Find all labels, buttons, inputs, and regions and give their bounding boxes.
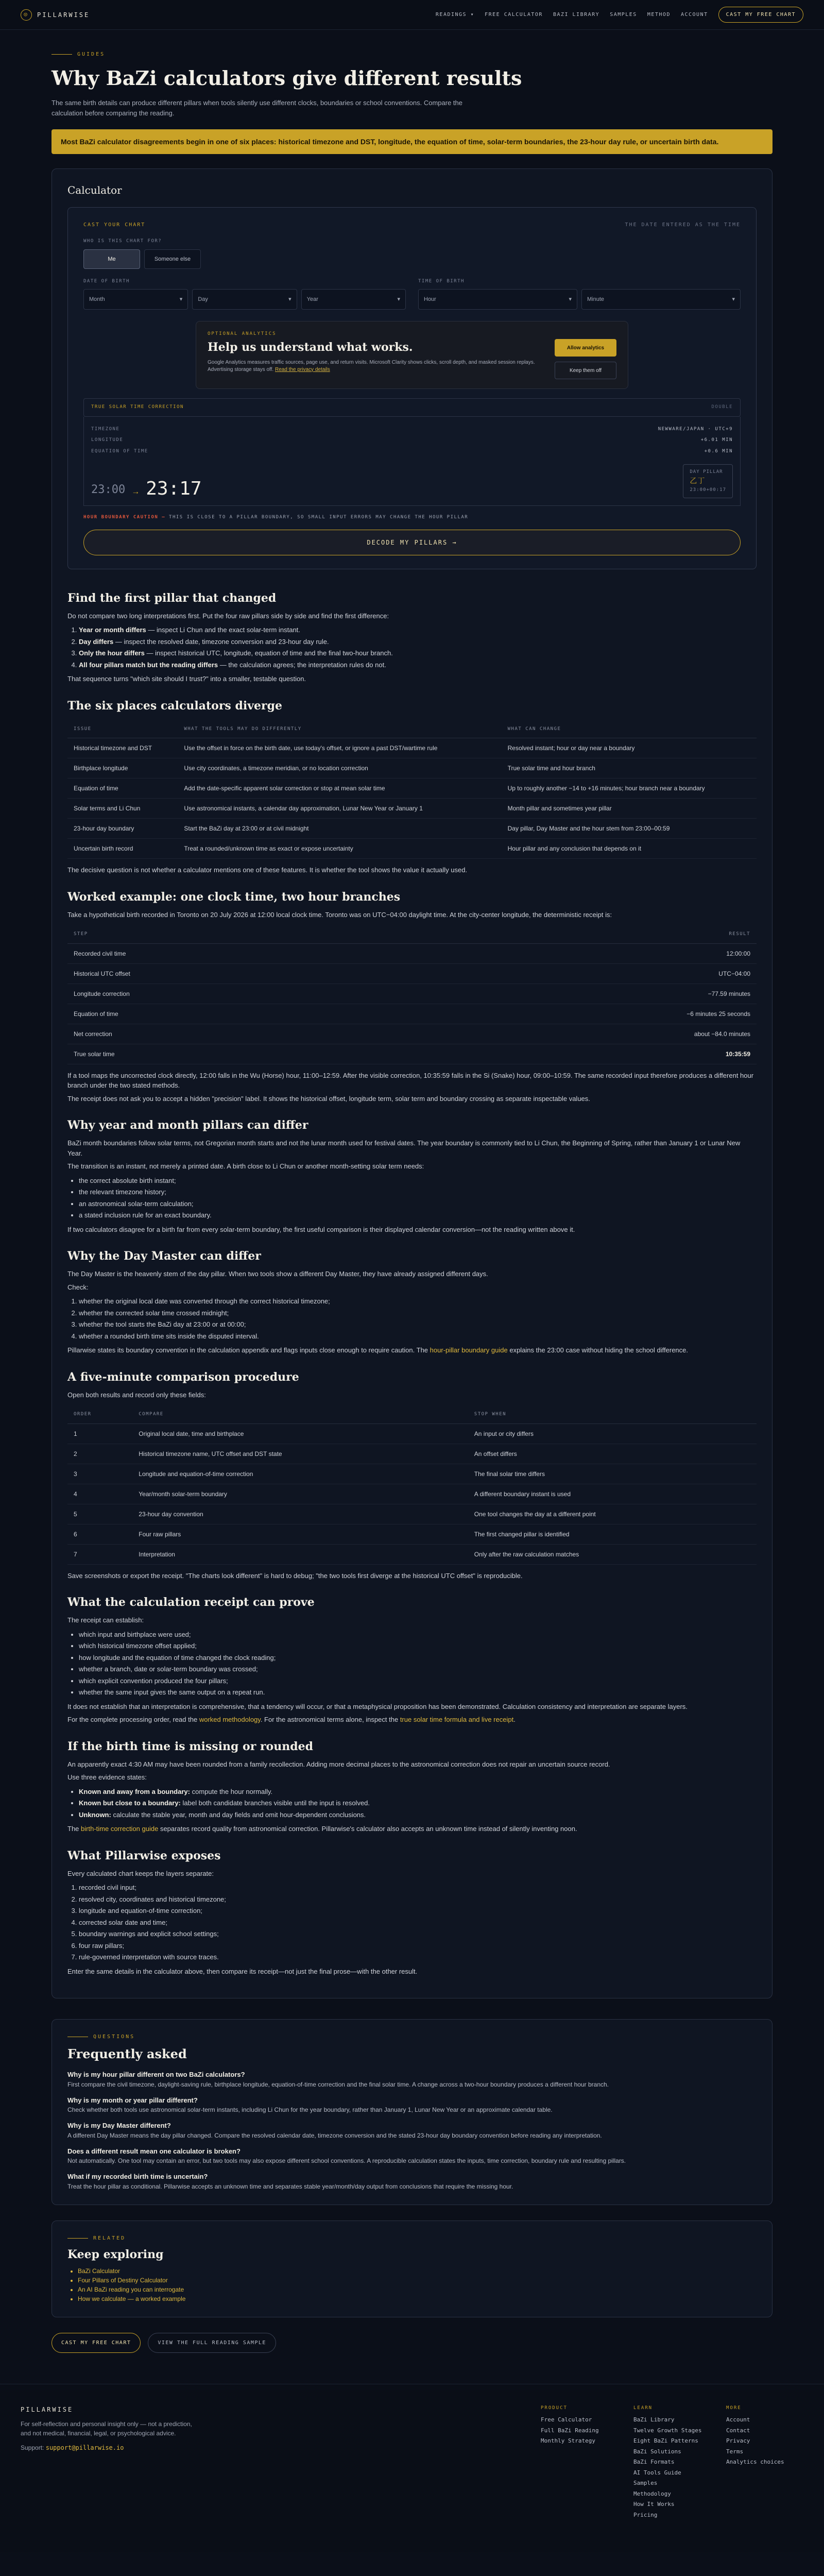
calculator-form bbox=[67, 207, 757, 569]
solar-time: 23:17 bbox=[146, 478, 202, 500]
related-section bbox=[52, 2221, 772, 2317]
list-item: 5. boundary warnings and explicit school settings; bbox=[79, 1929, 757, 1939]
section-heading: The six places calculators diverge bbox=[67, 699, 282, 713]
footer-link[interactable]: Full BaZi Reading bbox=[541, 2427, 599, 2434]
section-heading: If the birth time is missing or rounded bbox=[67, 1739, 313, 1753]
footer-link[interactable]: BaZi Solutions bbox=[633, 2448, 681, 2455]
boundary-warning: HOUR BOUNDARY CAUTION — THIS IS CLOSE TO A PILLAR BOUNDARY, SO SMALL INPUT ERRORS MAY CHANGE THE HOUR PILLAR bbox=[83, 515, 469, 520]
list-item: 2. resolved city, coordinates and historical timezone; bbox=[79, 1894, 757, 1905]
paragraph: Take a hypothetical birth recorded in Toronto on 20 July 2026 at 12:00 local clock time. Toronto was on UTC−04:00 daylight time. At the city-center longitude, the deterministic receipt is: bbox=[67, 910, 612, 919]
nav-cta-button[interactable]: CAST MY FREE CHART bbox=[718, 7, 803, 23]
toggle-someone-else[interactable]: Someone else bbox=[144, 249, 201, 269]
footer-link[interactable]: Account bbox=[726, 2416, 750, 2424]
consent-title: Help us understand what works. bbox=[208, 340, 413, 354]
brand-logo[interactable] bbox=[21, 9, 90, 21]
related-link[interactable]: BaZi Calculator bbox=[78, 2267, 121, 2275]
table-row: 7 Interpretation Only after the raw calculation matches bbox=[67, 1544, 757, 1564]
cast-chart-button[interactable]: CAST MY FREE CHART bbox=[52, 2333, 141, 2353]
paragraph: BaZi month boundaries follow solar terms, not Gregorian month starts and not the lunar month used for festival dates. The year boundary is commonly tied to Li Chun, the Beginning of Spring, rather than January 1 or Lunar New Year. bbox=[67, 1139, 741, 1157]
allow-analytics-button[interactable]: Allow analytics bbox=[555, 339, 616, 357]
numbered-list bbox=[79, 1296, 757, 1341]
chevron-down-icon: ▾ bbox=[288, 296, 291, 303]
faq-kicker: QUESTIONS bbox=[67, 2033, 757, 2041]
day-pillar-badge: DAY PILLAR 乙丁 23:00+00:17 bbox=[683, 464, 733, 498]
brand-name: PILLARWISE bbox=[37, 11, 90, 19]
bullet-list bbox=[79, 1176, 757, 1221]
related-link[interactable]: Four Pillars of Destiny Calculator bbox=[78, 2276, 168, 2284]
list-item: 1. recorded civil input; bbox=[79, 1883, 757, 1893]
consent-kicker: OPTIONAL ANALYTICS bbox=[208, 331, 277, 337]
solar-formula-link[interactable]: true solar time formula and live receipt bbox=[400, 1716, 514, 1724]
divergence-table: ISSUE WHAT THE TOOLS MAY DO DIFFERENTLY WHAT CAN CHANGE Historical timezone and DST Use the offset in force on the birth date, use today's offset, or ignore a past DST/wartime rule Resolved instant; hour or day near a boundary Birthplace longitude Use city coordinates, a timezone meridian, or no location correction True solar time and hour branch Equation of time Add the date-specific apparent solar correction or stop at mean solar time Up to roughly another −14 to +16 minutes; hour branch near a boundary Solar terms and Li Chun Use astronomical instants, a calendar day approximation, Lunar New Year or January 1 Month pillar and sometimes year pillar 23-hour day boundary Start the BaZi day at 23:00 or at civil midnight Day pillar, Day Master and the hour stem from 23:00–00:59 Uncertain birth record Treat a rounded/unknown time as exact or expose uncertainty Hour pillar and any conclusion that depends on it bbox=[67, 721, 757, 859]
footer-disclaimer: For self-reflection and personal insight only — not a prediction, and not medical, financial, legal, or psychological advice. bbox=[21, 2420, 192, 2437]
top-nav bbox=[0, 0, 824, 30]
section-heading: What the calculation receipt can prove bbox=[67, 1596, 315, 1609]
chevron-down-icon: ▾ bbox=[397, 296, 400, 303]
table-row: Longitude correction −77.59 minutes bbox=[67, 984, 757, 1004]
paragraph: The decisive question is not whether a calculator mentions one of these features. It is whether the tool shows the value it actually used. bbox=[67, 866, 468, 874]
footer-link[interactable]: AI Tools Guide bbox=[633, 2469, 681, 2476]
table-row: Equation of time −6 minutes 25 seconds bbox=[67, 1004, 757, 1024]
list-item: • Known and away from a boundary: compute the hour normally. bbox=[79, 1787, 757, 1797]
list-item: • Unknown: calculate the stable year, month and day fields and omit hour-dependent conclusions. bbox=[79, 1810, 757, 1820]
kicker-label: GUIDES bbox=[77, 52, 106, 57]
footer-link[interactable]: BaZi Formats bbox=[633, 2459, 675, 2466]
footer-link[interactable]: Eight BaZi Patterns bbox=[633, 2437, 698, 2445]
related-link[interactable]: How we calculate — a worked example bbox=[78, 2295, 186, 2302]
kicker bbox=[52, 50, 772, 58]
table-row: Solar terms and Li Chun Use astronomical instants, a calendar day approximation, Lunar New Year or January 1 Month pillar and sometimes year pillar bbox=[67, 799, 757, 819]
nav-samples[interactable]: SAMPLES bbox=[610, 12, 637, 18]
list-item: 3. whether the tool starts the BaZi day at 23:00 or at 00:00; bbox=[79, 1319, 757, 1330]
footer-link[interactable]: Free Calculator bbox=[541, 2416, 592, 2424]
faq-item: Why is my hour pillar different on two BaZi calculators? First compare the civil timezone, daylight-saving rule, birthplace longitude, equation-of-time correction and the final solar time. A change across a two-hour boundary produces a different hour branch. bbox=[67, 2071, 609, 2088]
solar-correction-body bbox=[83, 417, 741, 506]
footer-link[interactable]: Methodology bbox=[633, 2490, 671, 2497]
footer-col-more: MORE Account Contact Privacy Terms Analytics choices bbox=[726, 2405, 803, 2522]
nav-account[interactable]: ACCOUNT bbox=[680, 12, 708, 18]
chevron-down-icon: ▾ bbox=[732, 296, 735, 303]
footer-link[interactable]: Pricing bbox=[633, 2511, 658, 2518]
footer-col-learn: LEARN BaZi Library Twelve Growth Stages Eight BaZi Patterns BaZi Solutions BaZi Formats AI Tools Guide Samples Methodology How It Works Pricing bbox=[633, 2405, 711, 2522]
list-item: • Known but close to a boundary: label both candidate branches visible until the input is resolved. bbox=[79, 1798, 757, 1808]
table-row: Uncertain birth record Treat a rounded/unknown time as exact or expose uncertainty Hour pillar and any conclusion that depends on it bbox=[67, 839, 757, 859]
footer-link[interactable]: Privacy bbox=[726, 2437, 750, 2445]
faq-item: What if my recorded birth time is uncertain? Treat the hour pillar as conditional. Pillarwise accepts an unknown time and separates stable year/month/day output from conclusions that require the missing hour. bbox=[67, 2173, 513, 2190]
section-heading: Worked example: one clock time, two hour branches bbox=[67, 890, 401, 904]
paragraph: It does not establish that an interpretation is comprehensive, that a tendency will occur, or that a metaphysical proposition has been demonstrated. Calculation consistency and interpretation are separate layers. bbox=[67, 1702, 688, 1710]
first-pillar-list bbox=[79, 625, 757, 670]
procedure-table: ORDER COMPARE STOP WHEN 1 Original local date, time and birthplace An input or city differs 2 Historical timezone name, UTC offset and DST state An offset differs 3 Longitude and equation-of-time correction The final solar time differs 4 Year/month solar-term boundary A different boundary instant is used 5 23-hour day convention One tool changes the day at a different point 6 Four raw pillars The first changed pillar is identified 7 Interpretation Only after the raw calculation matches bbox=[67, 1406, 757, 1565]
tob-minute-select[interactable]: Minute ▾ bbox=[581, 289, 741, 310]
privacy-link[interactable]: Read the privacy details bbox=[275, 366, 330, 372]
section-heading: Why year and month pillars can differ bbox=[67, 1118, 308, 1132]
section-heading: A five-minute comparison procedure bbox=[67, 1370, 299, 1384]
logo-mark-icon: ◎ bbox=[21, 9, 32, 21]
related-kicker: RELATED bbox=[67, 2234, 757, 2242]
paragraph: Do not compare two long interpretations first. Put the four raw pillars side by side and find the first difference: bbox=[67, 612, 389, 620]
calculator-panel bbox=[52, 168, 772, 1998]
nav-free-calculator[interactable]: FREE CALCULATOR bbox=[485, 12, 543, 18]
chevron-down-icon: ▾ bbox=[179, 296, 183, 303]
footer-brand: PILLARWISE bbox=[21, 2405, 74, 2413]
list-item: 4. corrected solar date and time; bbox=[79, 1918, 757, 1928]
chevron-down-icon: ▾ bbox=[569, 296, 572, 303]
footer-link[interactable]: Analytics choices bbox=[726, 2459, 784, 2466]
site-footer bbox=[0, 2384, 824, 2553]
paragraph: That sequence turns "which site should I trust?" into a smaller, testable question. bbox=[67, 675, 306, 683]
footer-link[interactable]: Terms bbox=[726, 2448, 744, 2455]
faq-item: Does a different result mean one calculator is broken? Not automatically. One tool may contain an error, but two tools may also expose different school conventions. A reproducible calculation states the inputs, time correction, boundary rule and resulting pillars. bbox=[67, 2147, 626, 2165]
dob-label: DATE OF BIRTH bbox=[83, 278, 130, 284]
faq-item: Why is my month or year pillar different? Check whether both tools use astronomical solar-term instants, including Li Chun for the year boundary, rather than January 1, Lunar New Year or an approximate calendar table. bbox=[67, 2096, 553, 2114]
paragraph: Every calculated chart keeps the layers separate: bbox=[67, 1869, 214, 1877]
footer-col-product: PRODUCT Free Calculator Full BaZi Reading Monthly Strategy bbox=[541, 2405, 618, 2522]
table-row: True solar time 10:35:59 bbox=[67, 1044, 757, 1064]
tob-label: TIME OF BIRTH bbox=[418, 278, 465, 284]
table-row: Historical timezone and DST Use the offset in force on the birth date, use today's offset, or ignore a past DST/wartime rule Resolved instant; hour or day near a boundary bbox=[67, 738, 757, 758]
list-item: • how longitude and the equation of time changed the clock reading; bbox=[79, 1653, 757, 1663]
nav-readings[interactable]: READINGS ▾ bbox=[435, 12, 475, 18]
calc-heading: CAST YOUR CHART bbox=[83, 222, 146, 228]
paragraph: If a tool maps the uncorrected clock directly, 12:00 falls in the Wu (Horse) hour, 11:00–12:59. After the visible correction, 10:35:59 falls in the Si (Snake) hour, 09:00–10:59. The same recorded input therefore produces a different hour branch under the two stated methods. bbox=[67, 1071, 754, 1090]
chart-for-label: WHO IS THIS CHART FOR? bbox=[83, 239, 162, 244]
list-item: 3. Only the hour differs — inspect historical UTC, longitude, equation of time and the final two-hour branch. bbox=[79, 648, 757, 658]
bullet-list bbox=[79, 1787, 757, 1820]
table-row: Historical UTC offset UTC−04:00 bbox=[67, 963, 757, 984]
paragraph: Pillarwise states its boundary convention in the calculation appendix and flags inputs close enough to require caution. The hour-pillar boundary guide explains the 23:00 case without hiding the school difference. bbox=[67, 1346, 689, 1354]
section-heading: What Pillarwise exposes bbox=[67, 1849, 221, 1862]
main-content bbox=[52, 30, 772, 2353]
list-item: • which input and birthplace were used; bbox=[79, 1630, 757, 1640]
paragraph: The transition is an instant, not merely a printed date. A birth close to Li Chun or another month-setting solar term needs: bbox=[67, 1162, 424, 1171]
dob-year-select[interactable]: Year ▾ bbox=[301, 289, 406, 310]
related-title: Keep exploring bbox=[67, 2247, 164, 2261]
table-row: 4 Year/month solar-term boundary A different boundary instant is used bbox=[67, 1484, 757, 1504]
list-item: • a stated inclusion rule for an exact boundary. bbox=[79, 1210, 757, 1221]
calculator-title: Calculator bbox=[67, 184, 122, 197]
paragraph: An apparently exact 4:30 AM may have been rounded from a family recollection. Adding more decimal places to the astronomical correction does not repair an uncertain source record. bbox=[67, 1760, 610, 1768]
methodology-link[interactable]: worked methodology bbox=[199, 1716, 261, 1724]
table-row: Equation of time Add the date-specific apparent solar correction or stop at mean solar time Up to roughly another −14 to +16 minutes; hour branch near a boundary bbox=[67, 778, 757, 799]
table-row: Recorded civil time 12:00:00 bbox=[67, 943, 757, 963]
nav-method[interactable]: METHOD bbox=[647, 12, 671, 18]
numbered-list bbox=[79, 1883, 757, 1962]
table-row: 6 Four raw pillars The first changed pillar is identified bbox=[67, 1524, 757, 1544]
calc-heading-note: THE DATE ENTERED AS THE TIME bbox=[625, 222, 741, 228]
page-title: Why BaZi calculators give different results bbox=[52, 66, 522, 90]
list-item: • the correct absolute birth instant; bbox=[79, 1176, 757, 1186]
faq-item: Why is my Day Master different? A different Day Master means the day pillar changed. Compare the resolved calendar date, timezone conversion and the stated 23-hour day boundary convention before reading any interpretation. bbox=[67, 2122, 602, 2139]
paragraph: Check: bbox=[67, 1283, 89, 1291]
table-row: Net correction about −84.0 minutes bbox=[67, 1024, 757, 1044]
list-item: • which historical timezone offset applied; bbox=[79, 1641, 757, 1651]
correction-row: EQUATION OF TIME +0.6 MIN bbox=[91, 448, 733, 454]
paragraph: Enter the same details in the calculator above, then compare its receipt—not just the final prose—with the other result. bbox=[67, 1967, 418, 1975]
article bbox=[67, 590, 757, 1977]
faq-title: Frequently asked bbox=[67, 2046, 187, 2062]
footer-link[interactable]: How It Works bbox=[633, 2501, 675, 2508]
table-row: Birthplace longitude Use city coordinates, a timezone meridian, or no location correction True solar time and hour branch bbox=[67, 758, 757, 778]
list-item: 3. longitude and equation-of-time correction; bbox=[79, 1906, 757, 1916]
decode-pillars-button[interactable]: DECODE MY PILLARS → bbox=[83, 530, 741, 555]
list-item: 4. whether a rounded birth time sits inside the disputed interval. bbox=[79, 1331, 757, 1342]
keep-off-button[interactable]: Keep them off bbox=[555, 362, 616, 379]
hour-boundary-link[interactable]: hour-pillar boundary guide bbox=[430, 1346, 508, 1354]
receipt-table: STEP RESULT Recorded civil time 12:00:00 Historical UTC offset UTC−04:00 Longitude correction −77.59 minutes Equation of time −6 minutes 25 seconds Net correction about −84.0 minutes True solar time 10:35:59 bbox=[67, 926, 757, 1064]
list-item: 7. rule-governed interpretation with source traces. bbox=[79, 1952, 757, 1962]
paragraph: The birth-time correction guide separates record quality from astronomical correction. Pillarwise's calculator also accepts an unknown time instead of silently inventing noon. bbox=[67, 1825, 577, 1833]
list-item: 2. Day differs — inspect the resolved date, timezone conversion and 23-hour day rule. bbox=[79, 637, 757, 647]
correction-row: LONGITUDE +6.01 MIN bbox=[91, 437, 733, 443]
nav-bazi-library[interactable]: BAZI LIBRARY bbox=[553, 12, 600, 18]
tob-hour-select[interactable]: Hour ▾ bbox=[418, 289, 577, 310]
list-item: • the relevant timezone history; bbox=[79, 1187, 757, 1197]
page-lede: The same birth details can produce different pillars when tools silently use different clocks, boundaries or school conventions. Compare the calculation before comparing the reading. bbox=[52, 99, 463, 117]
table-row: 2 Historical timezone name, UTC offset and DST state An offset differs bbox=[67, 1444, 757, 1464]
view-sample-button[interactable]: VIEW THE FULL READING SAMPLE bbox=[148, 2333, 276, 2353]
main-nav bbox=[436, 7, 803, 23]
footer-link[interactable]: Monthly Strategy bbox=[541, 2437, 595, 2445]
section-heading: Why the Day Master can differ bbox=[67, 1249, 261, 1263]
paragraph: The receipt does not ask you to accept a hidden "precision" label. It shows the historical offset, longitude term, solar term and boundary crossing as separate inspectable values. bbox=[67, 1094, 590, 1103]
paragraph: Use three evidence states: bbox=[67, 1773, 147, 1782]
footer-support: Support: support@pillarwise.io bbox=[21, 2444, 124, 2451]
consent-text: Google Analytics measures traffic sources, page use, and return visits. Microsoft Clarity shows clicks, scroll depth, and masked session replays. Advertising storage stays off. Read the privacy details bbox=[208, 359, 535, 372]
related-link[interactable]: An AI BaZi reading you can interrogate bbox=[78, 2285, 184, 2293]
dob-day-select[interactable]: Day ▾ bbox=[192, 289, 297, 310]
list-item: • which explicit convention produced the four pillars; bbox=[79, 1676, 757, 1686]
footer-link[interactable]: Samples bbox=[633, 2480, 658, 2487]
correction-row: TIMEZONE NEWWARE/JAPAN · UTC+9 bbox=[91, 426, 733, 432]
list-item: 1. Year or month differs — inspect Li Chun and the exact solar-term instant. bbox=[79, 625, 757, 635]
list-item: • whether a branch, date or solar-term boundary was crossed; bbox=[79, 1664, 757, 1674]
toggle-me[interactable]: Me bbox=[83, 249, 140, 269]
footer-link[interactable]: Contact bbox=[726, 2427, 750, 2434]
table-row: 23-hour day boundary Start the BaZi day at 23:00 or at civil midnight Day pillar, Day Master and the hour stem from 23:00–00:59 bbox=[67, 819, 757, 839]
key-callout: Most BaZi calculator disagreements begin in one of six places: historical timezone and DST, longitude, the equation of time, solar-term boundaries, the 23-hour day rule, or uncertain birth data. bbox=[52, 129, 772, 154]
table-row: 5 23-hour day convention One tool changes the day at a different point bbox=[67, 1504, 757, 1524]
paragraph: For the complete processing order, read the worked methodology. For the astronomical terms alone, inspect the true solar time formula and live receipt. bbox=[67, 1716, 516, 1724]
list-item: 6. four raw pillars; bbox=[79, 1941, 757, 1951]
birth-time-guide-link[interactable]: birth-time correction guide bbox=[81, 1825, 159, 1833]
list-item: 2. whether the corrected solar time crossed midnight; bbox=[79, 1308, 757, 1318]
dob-month-select[interactable]: Month ▾ bbox=[83, 289, 188, 310]
table-row: 3 Longitude and equation-of-time correction The final solar time differs bbox=[67, 1464, 757, 1484]
solar-correction-header: TRUE SOLAR TIME CORRECTION DOUBLE bbox=[83, 398, 741, 417]
paragraph: Open both results and record only these fields: bbox=[67, 1391, 206, 1399]
list-item: 1. whether the original local date was converted through the correct historical timezone; bbox=[79, 1296, 757, 1307]
faq-section bbox=[52, 2019, 772, 2205]
footer-link[interactable]: BaZi Library bbox=[633, 2416, 675, 2424]
table-row: 1 Original local date, time and birthplace An input or city differs bbox=[67, 1423, 757, 1444]
list-item: 4. All four pillars match but the reading differs — the calculation agrees; the interpretation rules do not. bbox=[79, 660, 757, 670]
arrow-right-icon: → bbox=[131, 487, 140, 497]
paragraph: If two calculators disagree for a birth far from every solar-term boundary, the first useful comparison is their displayed calendar conversion—not the reading written above it. bbox=[67, 1225, 575, 1233]
paragraph: Save screenshots or export the receipt. "The charts look different" is hard to debug; "the two tools first diverge at the historical UTC offset" is reproducible. bbox=[67, 1571, 523, 1580]
support-email-link[interactable]: support@pillarwise.io bbox=[45, 2444, 124, 2451]
paragraph: The Day Master is the heavenly stem of the day pillar. When two tools show a different Day Master, they have already assigned different days. bbox=[67, 1270, 488, 1278]
section-heading: Find the first pillar that changed bbox=[67, 591, 277, 605]
bullet-list bbox=[79, 1630, 757, 1698]
analytics-consent bbox=[196, 321, 628, 389]
list-item: • whether the same input gives the same output on a repeat run. bbox=[79, 1687, 757, 1698]
clock-time: 23:00 bbox=[91, 483, 126, 497]
paragraph: The receipt can establish: bbox=[67, 1616, 144, 1624]
list-item: • an astronomical solar-term calculation; bbox=[79, 1199, 757, 1209]
footer-link[interactable]: Twelve Growth Stages bbox=[633, 2427, 702, 2434]
